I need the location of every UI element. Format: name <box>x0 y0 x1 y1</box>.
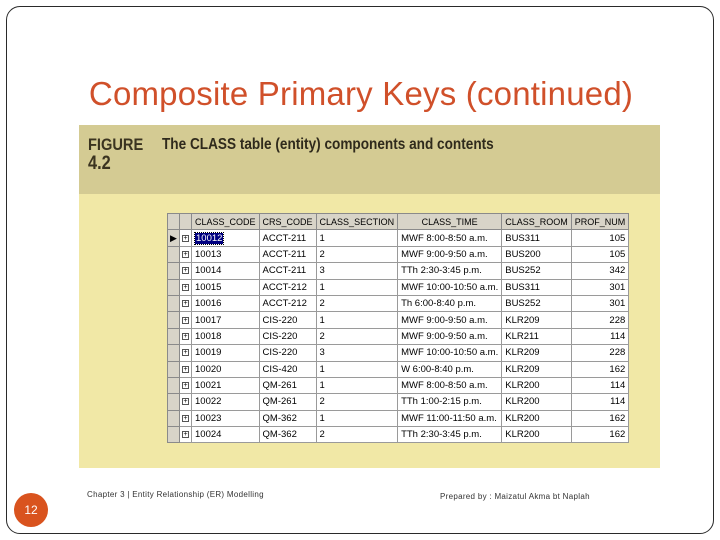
table-cell-class-room[interactable]: BUS252 <box>502 295 572 311</box>
expand-row-icon[interactable] <box>180 394 192 410</box>
table-row[interactable] <box>168 361 629 377</box>
table-cell-class-room[interactable]: KLR209 <box>502 312 572 328</box>
table-cell-class-code[interactable] <box>192 377 260 393</box>
table-cell-prof-num[interactable]: 301 <box>571 279 629 295</box>
table-cell-class-code[interactable] <box>192 394 260 410</box>
column-header[interactable]: CLASS_TIME <box>398 214 502 230</box>
row-selector[interactable] <box>168 295 180 311</box>
table-cell-prof-num[interactable]: 342 <box>571 263 629 279</box>
table-cell-class-time[interactable]: MWF 10:00-10:50 a.m. <box>398 279 502 295</box>
figure-label <box>88 135 143 173</box>
figure-label-word: FIGURE <box>88 135 144 154</box>
plus-icon[interactable]: + <box>183 283 188 291</box>
table-cell-class-room[interactable]: KLR209 <box>502 345 572 361</box>
expand-row-icon[interactable] <box>180 427 192 443</box>
figure-header <box>79 125 660 194</box>
table-cell-class-time[interactable]: MWF 10:00-10:50 a.m. <box>398 345 502 361</box>
table-cell-crs-code[interactable]: QM-362 <box>259 427 316 443</box>
table-cell-class-code[interactable] <box>192 361 260 377</box>
table-cell-class-time[interactable]: MWF 8:00-8:50 a.m. <box>398 377 502 393</box>
table-cell-prof-num[interactable]: 114 <box>571 328 629 344</box>
table-cell-class-code[interactable] <box>192 345 260 361</box>
table-cell-prof-num[interactable]: 105 <box>571 246 629 262</box>
cell-value: 10015 <box>195 281 222 293</box>
row-selector[interactable] <box>168 377 180 393</box>
page-number-badge: 12 <box>14 493 48 527</box>
slide-title: Composite Primary Keys (continued) <box>88 75 634 112</box>
table-row[interactable] <box>168 295 629 311</box>
table-cell-crs-code[interactable]: CIS-220 <box>259 345 316 361</box>
table-header-row <box>168 214 629 230</box>
table-cell-class-section[interactable]: 2 <box>316 328 398 344</box>
cell-value: 10019 <box>195 347 222 359</box>
table-cell-class-code[interactable] <box>192 246 260 262</box>
table-cell-prof-num[interactable]: 228 <box>571 345 629 361</box>
table-row[interactable] <box>168 279 629 295</box>
expand-row-icon[interactable] <box>180 361 192 377</box>
column-header[interactable]: CRS_CODE <box>259 214 316 230</box>
table-cell-class-room[interactable]: BUS311 <box>502 279 572 295</box>
table-cell-class-section[interactable]: 2 <box>316 295 398 311</box>
table-cell-crs-code[interactable]: CIS-220 <box>259 328 316 344</box>
row-selector[interactable] <box>168 427 180 443</box>
table-cell-prof-num[interactable]: 105 <box>571 230 629 246</box>
figure-caption: The CLASS table (entity) components and contents <box>162 136 494 153</box>
cell-value: 10020 <box>195 363 222 375</box>
row-selector-header <box>168 214 180 230</box>
plus-icon[interactable]: + <box>183 414 188 422</box>
table-cell-class-section[interactable]: 1 <box>316 377 398 393</box>
table-cell-class-room[interactable]: KLR209 <box>502 361 572 377</box>
table-cell-class-room[interactable]: KLR200 <box>502 394 572 410</box>
plus-icon[interactable]: + <box>183 300 188 308</box>
cell-value: 10016 <box>195 298 222 310</box>
table-cell-class-section[interactable]: 1 <box>316 312 398 328</box>
table-row[interactable] <box>168 312 629 328</box>
footer-author: Prepared by : Maizatul Akma bt Naplah <box>440 492 590 501</box>
cell-value: 10021 <box>195 380 222 392</box>
table-cell-crs-code[interactable]: CIS-220 <box>259 312 316 328</box>
table-cell-class-time[interactable]: TTh 2:30-3:45 p.m. <box>398 263 502 279</box>
column-header[interactable]: CLASS_ROOM <box>502 214 572 230</box>
table-cell-class-time[interactable]: MWF 9:00-9:50 a.m. <box>398 246 502 262</box>
table-cell-class-room[interactable]: BUS311 <box>502 230 572 246</box>
row-selector[interactable] <box>168 246 180 262</box>
expand-row-icon[interactable] <box>180 279 192 295</box>
table-cell-prof-num[interactable]: 162 <box>571 410 629 426</box>
table-cell-class-section[interactable]: 1 <box>316 230 398 246</box>
expand-row-icon[interactable] <box>180 345 192 361</box>
table-cell-class-code[interactable] <box>192 312 260 328</box>
table-cell-class-code[interactable] <box>192 410 260 426</box>
table-cell-class-section[interactable]: 1 <box>316 410 398 426</box>
table-cell-class-room[interactable]: KLR200 <box>502 427 572 443</box>
table-cell-class-code[interactable] <box>192 230 260 246</box>
expand-header <box>180 214 192 230</box>
plus-icon[interactable]: + <box>183 234 188 242</box>
table-cell-crs-code[interactable]: QM-261 <box>259 394 316 410</box>
row-selector[interactable] <box>168 394 180 410</box>
cell-value: 10022 <box>195 396 222 408</box>
table-cell-class-time[interactable]: TTh 2:30-3:45 p.m. <box>398 427 502 443</box>
table-row[interactable] <box>168 230 629 246</box>
cell-value: 10018 <box>195 330 222 342</box>
plus-icon[interactable]: + <box>183 332 188 340</box>
table-cell-crs-code[interactable]: ACCT-211 <box>259 263 316 279</box>
table-row[interactable] <box>168 345 629 361</box>
expand-row-icon[interactable] <box>180 328 192 344</box>
row-selector[interactable] <box>168 410 180 426</box>
table-cell-class-code[interactable] <box>192 427 260 443</box>
table-cell-crs-code[interactable]: ACCT-211 <box>259 246 316 262</box>
table-cell-class-time[interactable]: W 6:00-8:40 p.m. <box>398 361 502 377</box>
row-selector[interactable] <box>168 279 180 295</box>
table-row[interactable] <box>168 394 629 410</box>
row-selector[interactable] <box>168 345 180 361</box>
table-cell-prof-num[interactable]: 301 <box>571 295 629 311</box>
plus-icon[interactable]: + <box>183 250 188 258</box>
table-cell-crs-code[interactable]: ACCT-211 <box>259 230 316 246</box>
table-cell-class-time[interactable]: MWF 8:00-8:50 a.m. <box>398 230 502 246</box>
expand-row-icon[interactable] <box>180 295 192 311</box>
table-row[interactable] <box>168 263 629 279</box>
table-cell-class-code[interactable] <box>192 279 260 295</box>
table-cell-class-section[interactable]: 3 <box>316 345 398 361</box>
table-cell-class-room[interactable]: KLR200 <box>502 410 572 426</box>
table-cell-class-section[interactable]: 2 <box>316 394 398 410</box>
table-cell-class-room[interactable]: BUS252 <box>502 263 572 279</box>
expand-row-icon[interactable] <box>180 230 192 246</box>
row-selector[interactable] <box>168 328 180 344</box>
cell-value: 10023 <box>195 412 222 424</box>
column-header[interactable]: PROF_NUM <box>571 214 629 230</box>
plus-icon[interactable]: + <box>183 431 188 439</box>
table-cell-class-code[interactable] <box>192 263 260 279</box>
table-cell-prof-num[interactable]: 162 <box>571 427 629 443</box>
figure-number: 4.2 <box>88 153 111 174</box>
plus-icon[interactable]: + <box>183 267 188 275</box>
current-row-arrow-icon[interactable]: ▶ <box>168 230 180 246</box>
table-cell-class-time[interactable]: TTh 1:00-2:15 p.m. <box>398 394 502 410</box>
expand-row-icon[interactable] <box>180 263 192 279</box>
table-body <box>168 230 629 443</box>
table-cell-class-section[interactable]: 3 <box>316 263 398 279</box>
table-cell-crs-code[interactable]: QM-261 <box>259 377 316 393</box>
plus-icon[interactable]: + <box>183 382 188 390</box>
table-cell-class-room[interactable]: BUS200 <box>502 246 572 262</box>
table-row[interactable] <box>168 328 629 344</box>
row-selector[interactable] <box>168 312 180 328</box>
table-cell-prof-num[interactable]: 162 <box>571 361 629 377</box>
plus-icon[interactable]: + <box>183 316 188 324</box>
row-selector[interactable] <box>168 263 180 279</box>
table-cell-class-time[interactable]: MWF 11:00-11:50 a.m. <box>398 410 502 426</box>
footer-chapter: Chapter 3 | Entity Relationship (ER) Modelling <box>87 490 264 499</box>
table-cell-prof-num[interactable]: 114 <box>571 377 629 393</box>
table-cell-crs-code[interactable]: ACCT-212 <box>259 295 316 311</box>
plus-icon[interactable]: + <box>183 349 188 357</box>
cell-value: 10024 <box>195 429 222 441</box>
table-cell-crs-code[interactable]: CIS-420 <box>259 361 316 377</box>
table-cell-prof-num[interactable]: 228 <box>571 312 629 328</box>
table-cell-class-time[interactable]: Th 6:00-8:40 p.m. <box>398 295 502 311</box>
table-cell-class-section[interactable]: 1 <box>316 279 398 295</box>
column-header[interactable]: CLASS_SECTION <box>316 214 398 230</box>
table-cell-class-time[interactable]: MWF 9:00-9:50 a.m. <box>398 328 502 344</box>
table-row[interactable] <box>168 246 629 262</box>
table-cell-class-room[interactable]: KLR211 <box>502 328 572 344</box>
table-cell-class-section[interactable]: 2 <box>316 427 398 443</box>
table-cell-crs-code[interactable]: QM-362 <box>259 410 316 426</box>
column-header[interactable]: CLASS_CODE <box>192 214 260 230</box>
expand-row-icon[interactable] <box>180 410 192 426</box>
table-row[interactable] <box>168 427 629 443</box>
row-selector[interactable] <box>168 361 180 377</box>
table-cell-class-section[interactable]: 2 <box>316 246 398 262</box>
cell-value: 10013 <box>195 248 222 260</box>
expand-row-icon[interactable] <box>180 312 192 328</box>
plus-icon[interactable]: + <box>183 398 188 406</box>
table-row[interactable] <box>168 377 629 393</box>
table-row[interactable] <box>168 410 629 426</box>
cell-value: 10017 <box>195 314 222 326</box>
table-cell-class-time[interactable]: MWF 9:00-9:50 a.m. <box>398 312 502 328</box>
table-cell-class-section[interactable]: 1 <box>316 361 398 377</box>
expand-row-icon[interactable] <box>180 377 192 393</box>
table-cell-class-room[interactable]: KLR200 <box>502 377 572 393</box>
table-cell-crs-code[interactable]: ACCT-212 <box>259 279 316 295</box>
table-cell-prof-num[interactable]: 114 <box>571 394 629 410</box>
table-cell-class-code[interactable] <box>192 295 260 311</box>
cell-value: 10012 <box>196 232 223 244</box>
class-table <box>167 213 629 443</box>
plus-icon[interactable]: + <box>183 365 188 373</box>
cell-value: 10014 <box>195 265 222 277</box>
expand-row-icon[interactable] <box>180 246 192 262</box>
table-cell-class-code[interactable] <box>192 328 260 344</box>
